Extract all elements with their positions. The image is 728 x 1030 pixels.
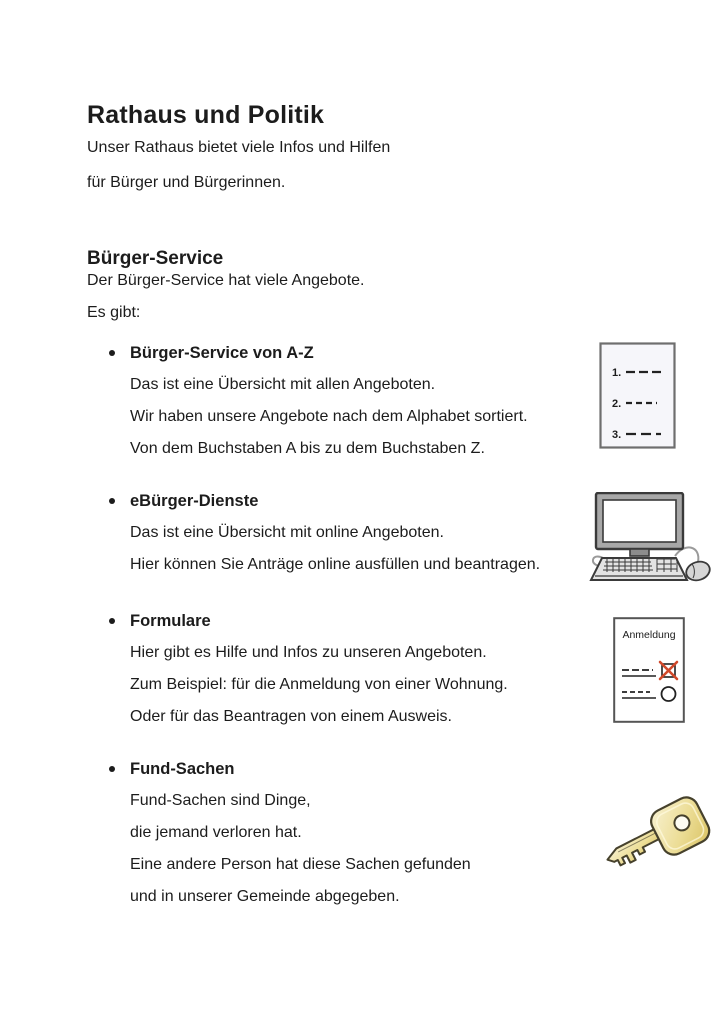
list-item bbox=[130, 605, 590, 733]
page-title: Rathaus und Politik bbox=[87, 100, 325, 129]
registration-form-icon bbox=[613, 617, 685, 723]
bullet-icon bbox=[109, 766, 115, 772]
numbered-list-page-icon bbox=[599, 342, 676, 449]
item-line: Oder für das Beantragen von einem Ausweis. bbox=[130, 708, 452, 725]
intro-line: Unser Rathaus bietet viele Infos und Hilfen bbox=[87, 139, 391, 156]
key-icon bbox=[597, 793, 723, 887]
list-item bbox=[130, 485, 590, 581]
item-line: Das ist eine Übersicht mit online Angeboten. bbox=[130, 524, 444, 541]
item-line: Fund-Sachen sind Dinge, bbox=[130, 792, 311, 809]
item-line: Zum Beispiel: für die Anmeldung von einer Wohnung. bbox=[130, 676, 508, 693]
intro-paragraph bbox=[87, 130, 390, 200]
svg-text:Anmeldung: Anmeldung bbox=[622, 629, 676, 641]
item-line: und in unserer Gemeinde abgegeben. bbox=[130, 888, 400, 905]
item-title: eBürger-Dienste bbox=[130, 485, 590, 517]
bullet-icon bbox=[109, 498, 115, 504]
item-line: Von dem Buchstaben A bis zu dem Buchstaben Z. bbox=[130, 440, 485, 457]
list-item bbox=[130, 337, 590, 465]
item-line: Wir haben unsere Angebote nach dem Alphabet sortiert. bbox=[130, 408, 528, 425]
item-line: Hier können Sie Anträge online ausfüllen und beantragen. bbox=[130, 556, 541, 573]
svg-text:1.: 1. bbox=[612, 367, 622, 379]
item-line: Hier gibt es Hilfe und Infos zu unseren Angeboten. bbox=[130, 644, 487, 661]
svg-text:3.: 3. bbox=[612, 429, 622, 441]
item-title: Fund-Sachen bbox=[130, 753, 590, 785]
lead-line: Der Bürger-Service hat viele Angebote. bbox=[87, 272, 365, 289]
item-line: Das ist eine Übersicht mit allen Angeboten. bbox=[130, 376, 436, 393]
section-heading: Bürger-Service bbox=[87, 247, 224, 269]
section-lead bbox=[87, 265, 364, 329]
intro-line: für Bürger und Bürgerinnen. bbox=[87, 174, 286, 191]
item-title: Bürger-Service von A-Z bbox=[130, 337, 590, 369]
item-line: die jemand verloren hat. bbox=[130, 824, 302, 841]
list-item bbox=[130, 753, 590, 913]
item-title: Formulare bbox=[130, 605, 590, 637]
bullet-icon bbox=[109, 350, 115, 356]
desktop-computer-icon bbox=[589, 492, 711, 590]
svg-text:2.: 2. bbox=[612, 398, 622, 410]
item-line: Eine andere Person hat diese Sachen gefunden bbox=[130, 856, 471, 873]
lead-line: Es gibt: bbox=[87, 304, 141, 321]
bullet-icon bbox=[109, 618, 115, 624]
